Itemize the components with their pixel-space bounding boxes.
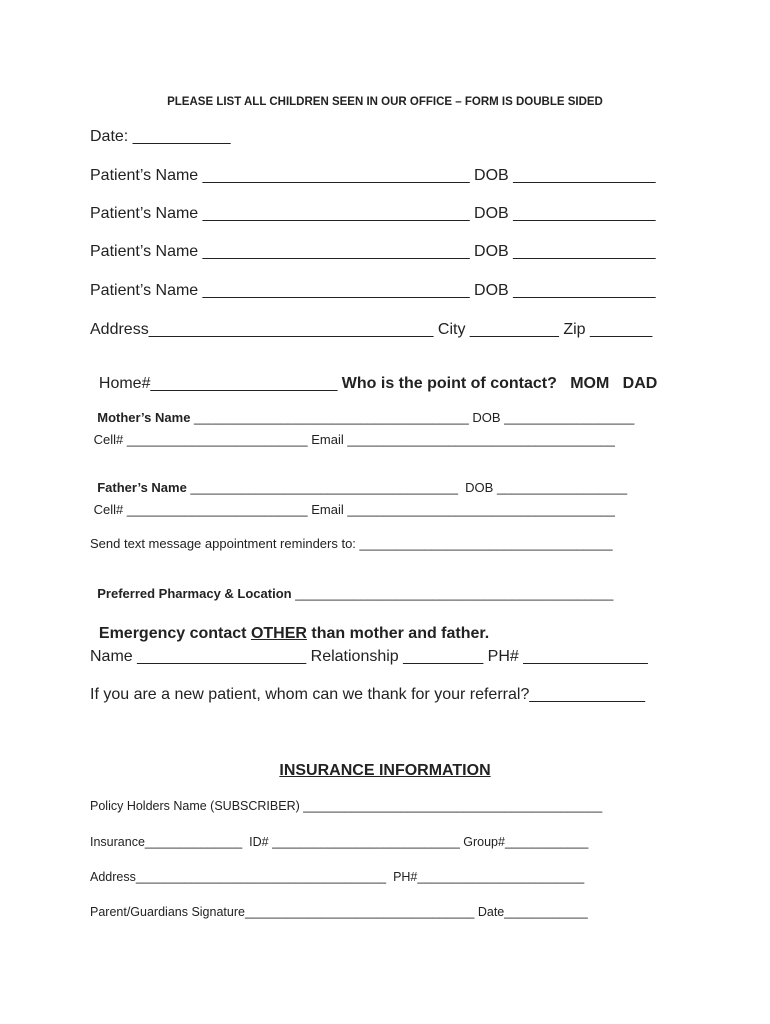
signature-line[interactable]: Parent/Guardians Signature_________________________________ Date____________ (90, 905, 588, 919)
mother-name-label: Mother’s Name (97, 410, 191, 425)
text-reminder-line[interactable]: Send text message appointment reminders to: ___________________________________ (90, 536, 613, 551)
father-name-field[interactable]: _____________________________________ DOB __________________ (186, 480, 628, 495)
patient-line-1[interactable]: Patient’s Name ______________________________ DOB ________________ (90, 167, 656, 184)
patient-line-4[interactable]: Patient’s Name ______________________________ DOB ________________ (90, 282, 656, 299)
father-line (90, 468, 627, 494)
mother-line (90, 398, 634, 424)
father-cell-line[interactable]: Cell# _________________________ Email _____________________________________ (90, 502, 615, 517)
emergency-heading-start: Emergency contact (98, 625, 251, 642)
mother-cell-line[interactable]: Cell# _________________________ Email _____________________________________ (90, 432, 615, 447)
pharmacy-field[interactable]: ____________________________________________ (291, 586, 614, 601)
patient-line-3[interactable]: Patient’s Name ______________________________ DOB ________________ (90, 243, 656, 260)
date-field[interactable]: Date: ___________ (90, 128, 231, 145)
policy-holder-line[interactable]: Policy Holders Name (SUBSCRIBER) ___________________________________________ (90, 799, 603, 813)
mother-name-field[interactable]: ______________________________________ DOB __________________ (190, 410, 635, 425)
insurance-address-line[interactable]: Address____________________________________ PH#________________________ (90, 870, 585, 884)
insurance-id-line[interactable]: Insurance______________ ID# ___________________________ Group#____________ (90, 835, 589, 849)
point-of-contact-question: Who is the point of contact? MOM DAD (341, 375, 658, 392)
emergency-heading-end: than mother and father. (306, 625, 490, 642)
emergency-heading (90, 610, 489, 642)
pharmacy-label: Preferred Pharmacy & Location (97, 586, 292, 601)
form-header: PLEASE LIST ALL CHILDREN SEEN IN OUR OFFICE – FORM IS DOUBLE SIDED (167, 96, 603, 108)
pharmacy-line (90, 574, 613, 600)
emergency-contact-line[interactable]: Name ___________________ Relationship _________ PH# ______________ (90, 648, 648, 665)
father-name-label: Father’s Name (97, 480, 187, 495)
address-line[interactable]: Address________________________________ City __________ Zip _______ (90, 321, 653, 338)
home-phone-line (90, 360, 657, 392)
referral-line[interactable]: If you are a new patient, whom can we thank for your referral?_____________ (90, 686, 646, 703)
insurance-title: INSURANCE INFORMATION (279, 762, 491, 779)
home-phone-field[interactable]: Home#_____________________ (98, 375, 342, 392)
emergency-heading-other: OTHER (250, 625, 307, 642)
patient-line-2[interactable]: Patient’s Name ______________________________ DOB ________________ (90, 205, 656, 222)
